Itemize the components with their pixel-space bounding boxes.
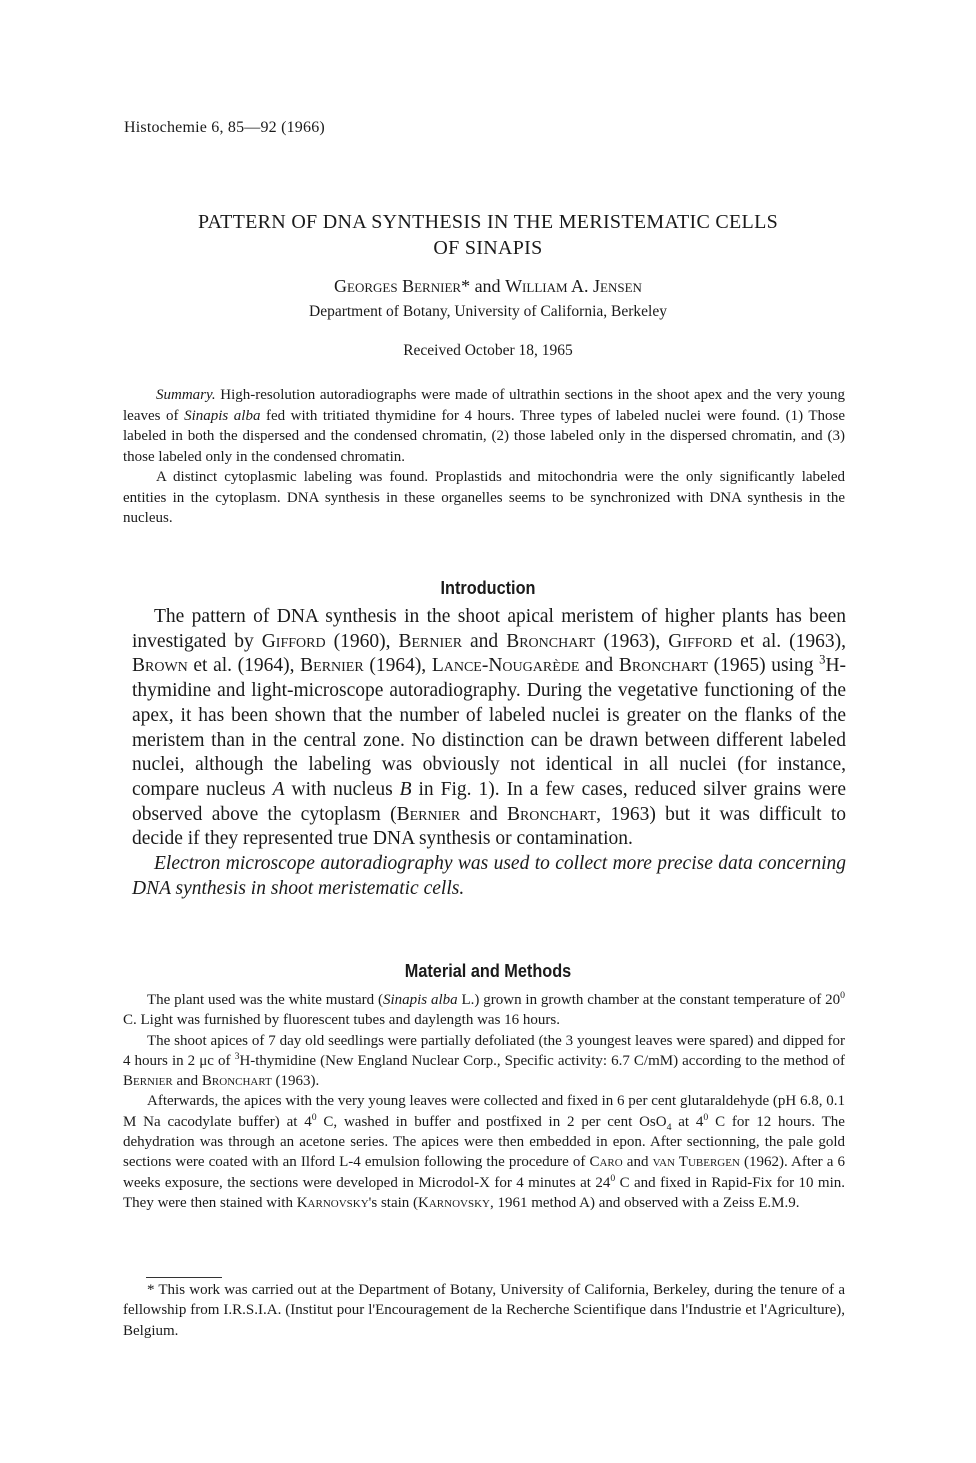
degree-superscript: 0 [840,990,846,1001]
text: et al. (1963), [732,630,846,652]
text: et al. (1964), [187,655,301,677]
text: in Fig. 1). In a few cases, reduced silver grains were observed above the cytoplasm ( [132,778,846,825]
cited-author: Karnovsky [418,1194,490,1211]
cited-author: Lance-Nougarède [431,655,580,677]
summary-paragraph-2: A distinct cytoplasmic labeling was found. Proplastids and mitochondria were the only significantly labeled entities in the cytoplasm. DNA synthesis in these organelles seems to be synchronized with DNA synthesis in the nucleus. [123,469,845,526]
text: H-thymidine and light-microscope autoradiography. During the vegetative functioning of the apex, it has been shown that the number of labeled nuclei is greater on the flanks of the meristem than in the central zone. No distinction can be drawn between different labeled nuclei, although the labeling was obviously not identical in all nuclei (for instance, compare nucleus [132,655,847,800]
cited-author: Gifford [261,630,326,652]
cited-author: Brown [132,655,188,677]
footnote [123,1280,845,1341]
text: (1964), [363,655,432,677]
introduction-body [132,605,846,901]
degree-superscript: 0 [311,1111,317,1123]
text: C. Light was furnished by fluorescent tubes and daylength was 16 hours. [123,1012,560,1029]
section-heading-introduction: Introduction [440,577,536,598]
cited-author: Bronchart [201,1073,272,1090]
nucleus-label: B [399,778,412,800]
author-1: Georges Bernier [334,276,462,296]
cited-author: Bernier [300,655,364,677]
summary-text: fed with tritiated thymidine for 4 hours. Three types of labeled nuclei were found. (1) Those labeled in both the dispersed and the condensed chromatin, (2) those labeled only in the dispersed chromatin, and (3) those labeled only in the condensed chromatin. [123,407,846,465]
author-line [100,276,876,297]
text: C for 12 hours. The dehydration was through an acetone series. The apices were then embedded in epon. After sectionning, the pale gold sections were coated with an Ilford L-4 emulsion following the procedure of [123,1113,845,1171]
cited-author: Gifford [668,630,733,652]
text: L.) grown in growth chamber at the constant temperature of 20 [457,992,841,1008]
title-line-1: PATTERN OF DNA SYNTHESIS IN THE MERISTEMATIC CELLS [197,211,779,233]
text: and [172,1073,202,1090]
author-footnote-marker: * [461,276,471,296]
intro-paragraph-2 [132,852,846,901]
summary-paragraph-1 [123,385,845,467]
text: The pattern of DNA synthesis in the shoot apical meristem of higher plants has been investigated by [132,606,846,652]
text: and [460,803,507,825]
text: (1965) using [708,655,820,677]
cited-author: Bernier [123,1073,173,1090]
cited-author: Bronchart [618,655,708,677]
title-line-2: OF SINAPIS [433,237,543,259]
text: C, washed in buffer and postfixed in 2 per cent OsO [316,1113,667,1130]
cited-author: van Tubergen [652,1154,740,1171]
subscript: 4 [666,1121,672,1133]
cited-author: Bronchart [506,803,597,825]
author-conjunction: and [470,276,506,296]
text: at 4 [671,1113,704,1130]
footnote-divider [146,1277,222,1278]
cited-author: Bernier [396,803,461,825]
text: 's stain ( [368,1194,419,1211]
isotope-superscript: 3 [819,652,826,667]
text: C and fixed in Rapid-Fix for 10 min. They were then stained with [123,1174,846,1211]
summary-block [123,385,845,529]
affiliation: Department of Botany, University of California, Berkeley [309,303,667,320]
text: , 1961 method A) and observed with a Zeiss E.M.9. [489,1194,800,1211]
methods-paragraph-2 [123,1031,845,1092]
article-title [100,209,876,261]
summary-label: Summary. [156,387,216,403]
text: (1963). [271,1073,320,1090]
isotope-superscript: 3 [234,1050,240,1062]
nucleus-label: A [272,778,285,800]
received-date: Received October 18, 1965 [403,342,573,359]
species-name: Sinapis alba [184,407,261,424]
intro-paragraph-1 [132,605,846,852]
cited-author: Karnovsky [296,1194,369,1211]
species-name: Sinapis alba [382,992,458,1008]
text: H-thymidine (New England Nuclear Corp., Specific activity: 6.7 C/mM) according to the method of [239,1052,845,1069]
cited-author: Caro [589,1154,623,1171]
text: with nucleus [284,778,400,800]
italic-text: Electron microscope autoradiography was used to collect more precise data concerning DNA synthesis in shoot meristematic cells. [132,853,846,899]
section-heading-material-methods: Material and Methods [404,960,572,981]
methods-body [123,990,845,1213]
text: Afterwards, the apices with the very young leaves were collected and fixed in 6 per cent glutaraldehyde (pH 6.8, 0.1 M Na cacodylate buffer) at 4 [123,1093,845,1130]
text: and [462,630,507,652]
text: and [579,655,619,677]
summary-text: High-resolution autoradiographs were made of ultrathin sections in the shoot apex and the very young leaves of [123,387,845,424]
text: (1962). After a 6 weeks exposure, the sections were developed in Microdol-X for 4 minutes at 24 [123,1154,845,1191]
text: , 1963) but it was difficult to decide if they represented true DNA synthesis or contamination. [132,803,847,850]
methods-paragraph-1 [123,990,845,1031]
author-2: William A. Jensen [505,276,642,296]
text: (1963), [595,630,669,652]
text: The shoot apices of 7 day old seedlings were partially defoliated (the 3 youngest leaves were spared) and dipped for 4 hours in 2 μc of [123,1032,845,1069]
footnote-text: * This work was carried out at the Department of Botany, University of California, Berkeley, during the tenure of a fellowship from I.R.S.I.A. (Institut pour l'Encouragement de la Recherche Scientifique dans l'Industrie et l'Agriculture), Belgium. [123,1282,845,1339]
journal-citation: Histochemie 6, 85—92 (1966) [124,119,325,136]
text: The plant used was the white mustard ( [147,992,383,1008]
text: and [622,1154,653,1171]
cited-author: Bronchart [506,630,596,652]
degree-superscript: 0 [703,1111,709,1123]
cited-author: Bernier [398,630,463,652]
methods-paragraph-3 [123,1091,845,1213]
text: (1960), [325,630,399,652]
degree-superscript: 0 [610,1172,616,1184]
